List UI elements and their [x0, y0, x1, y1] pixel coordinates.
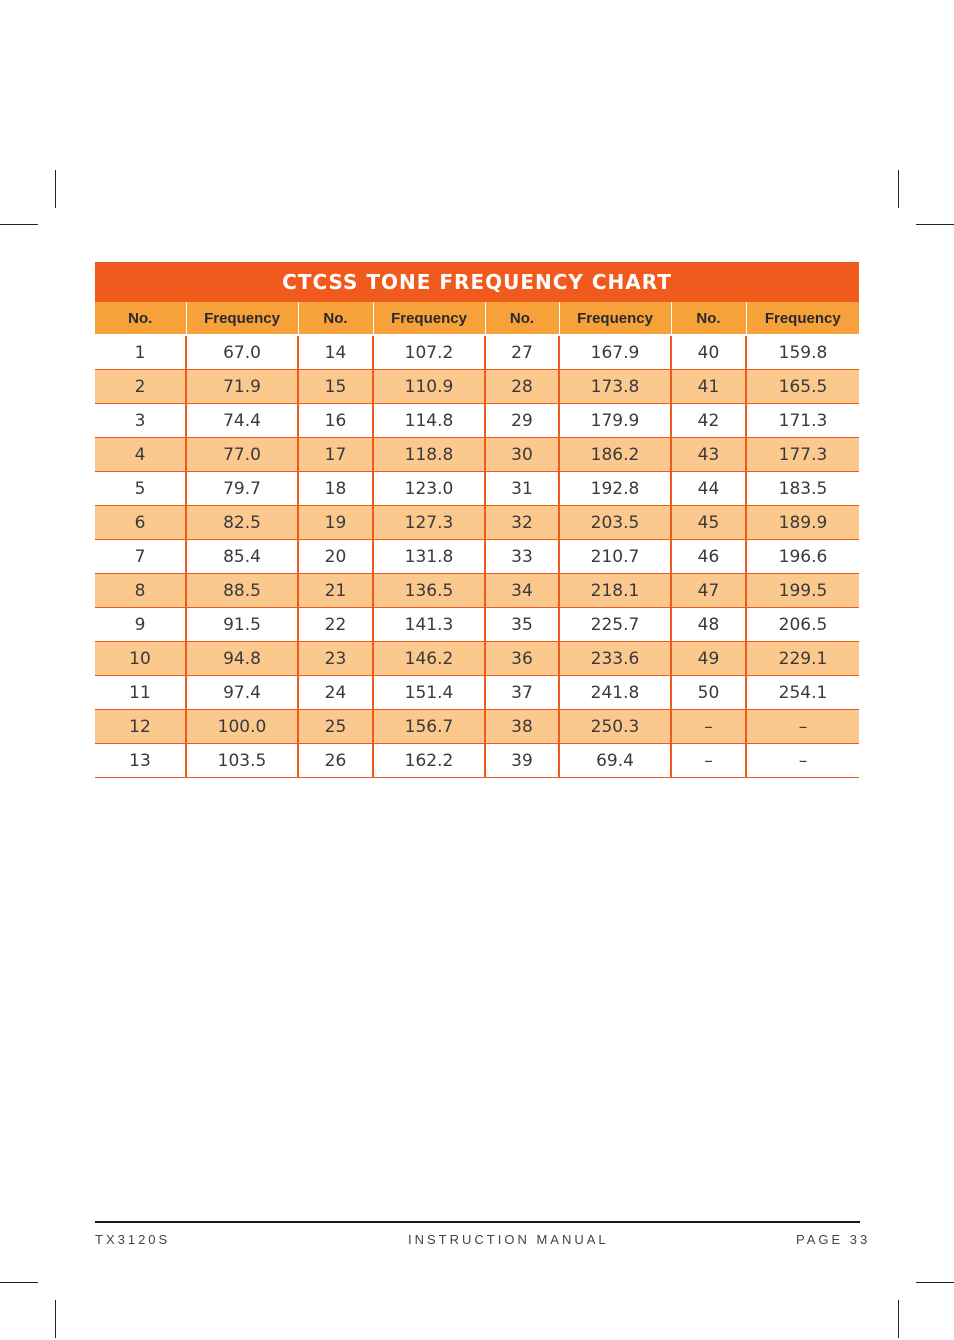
table-title: CTCSS TONE FREQUENCY CHART: [95, 262, 859, 302]
frequency-cell: 91.5: [186, 608, 298, 642]
footer-model: TX3120S: [95, 1232, 171, 1247]
crop-mark-top-left-horizontal: [0, 224, 38, 225]
channel-number-cell: 27: [485, 336, 559, 370]
frequency-cell: 82.5: [186, 506, 298, 540]
channel-number-cell: 1: [95, 336, 186, 370]
crop-mark-top-left-vertical: [55, 170, 56, 208]
frequency-cell: 206.5: [746, 608, 859, 642]
frequency-cell: 254.1: [746, 676, 859, 710]
channel-number-cell: 16: [298, 404, 373, 438]
frequency-cell: 79.7: [186, 472, 298, 506]
channel-number-cell: 45: [671, 506, 746, 540]
channel-number-cell: 48: [671, 608, 746, 642]
table-body: [95, 336, 859, 778]
channel-number-cell: 34: [485, 574, 559, 608]
footer-page-number: PAGE 33: [796, 1232, 871, 1247]
frequency-cell: 74.4: [186, 404, 298, 438]
channel-number-cell: 46: [671, 540, 746, 574]
frequency-cell: 241.8: [559, 676, 671, 710]
crop-mark-bottom-right-horizontal: [916, 1282, 954, 1283]
frequency-cell: 250.3: [559, 710, 671, 744]
frequency-cell: 71.9: [186, 370, 298, 404]
frequency-cell: 97.4: [186, 676, 298, 710]
frequency-cell: 218.1: [559, 574, 671, 608]
frequency-cell: 85.4: [186, 540, 298, 574]
frequency-cell: 67.0: [186, 336, 298, 370]
frequency-cell: 192.8: [559, 472, 671, 506]
channel-number-cell: 8: [95, 574, 186, 608]
frequency-cell: 107.2: [373, 336, 485, 370]
frequency-cell: 173.8: [559, 370, 671, 404]
channel-number-cell: 25: [298, 710, 373, 744]
frequency-cell: 210.7: [559, 540, 671, 574]
channel-number-cell: 2: [95, 370, 186, 404]
frequency-cell: 146.2: [373, 642, 485, 676]
column-header-number: No.: [298, 302, 373, 334]
frequency-cell: 156.7: [373, 710, 485, 744]
footer-rule: [95, 1221, 860, 1223]
frequency-cell: 88.5: [186, 574, 298, 608]
table-row: [95, 472, 859, 506]
channel-number-cell: 38: [485, 710, 559, 744]
channel-number-cell: 37: [485, 676, 559, 710]
frequency-cell: –: [746, 710, 859, 744]
frequency-cell: 199.5: [746, 574, 859, 608]
table-row: [95, 710, 859, 744]
frequency-cell: 186.2: [559, 438, 671, 472]
channel-number-cell: 42: [671, 404, 746, 438]
crop-mark-top-right-vertical: [898, 170, 899, 208]
frequency-cell: 118.8: [373, 438, 485, 472]
channel-number-cell: 32: [485, 506, 559, 540]
channel-number-cell: –: [671, 744, 746, 778]
table-row: [95, 336, 859, 370]
frequency-cell: 131.8: [373, 540, 485, 574]
frequency-cell: 203.5: [559, 506, 671, 540]
table-row: [95, 506, 859, 540]
crop-mark-top-right-horizontal: [916, 224, 954, 225]
channel-number-cell: 4: [95, 438, 186, 472]
channel-number-cell: 43: [671, 438, 746, 472]
frequency-cell: 123.0: [373, 472, 485, 506]
frequency-cell: 136.5: [373, 574, 485, 608]
crop-mark-bottom-left-horizontal: [0, 1282, 38, 1283]
frequency-cell: 103.5: [186, 744, 298, 778]
channel-number-cell: 20: [298, 540, 373, 574]
footer-manual-title: INSTRUCTION MANUAL: [408, 1232, 609, 1247]
channel-number-cell: 22: [298, 608, 373, 642]
frequency-cell: 100.0: [186, 710, 298, 744]
frequency-cell: 183.5: [746, 472, 859, 506]
channel-number-cell: 50: [671, 676, 746, 710]
frequency-cell: 110.9: [373, 370, 485, 404]
frequency-cell: 229.1: [746, 642, 859, 676]
table-row: [95, 744, 859, 778]
channel-number-cell: 10: [95, 642, 186, 676]
channel-number-cell: 33: [485, 540, 559, 574]
channel-number-cell: 47: [671, 574, 746, 608]
column-header-number: No.: [485, 302, 559, 334]
table-row: [95, 404, 859, 438]
frequency-cell: 177.3: [746, 438, 859, 472]
channel-number-cell: 18: [298, 472, 373, 506]
channel-number-cell: 21: [298, 574, 373, 608]
frequency-cell: 165.5: [746, 370, 859, 404]
frequency-cell: 233.6: [559, 642, 671, 676]
channel-number-cell: 40: [671, 336, 746, 370]
channel-number-cell: 39: [485, 744, 559, 778]
frequency-cell: 69.4: [559, 744, 671, 778]
frequency-cell: 114.8: [373, 404, 485, 438]
channel-number-cell: 13: [95, 744, 186, 778]
channel-number-cell: 23: [298, 642, 373, 676]
channel-number-cell: 35: [485, 608, 559, 642]
channel-number-cell: 29: [485, 404, 559, 438]
table-row: [95, 574, 859, 608]
crop-mark-bottom-left-vertical: [55, 1300, 56, 1338]
frequency-cell: 225.7: [559, 608, 671, 642]
table-row: [95, 438, 859, 472]
column-header-frequency: Frequency: [373, 302, 485, 334]
ctcss-frequency-table: [95, 262, 859, 778]
frequency-cell: 179.9: [559, 404, 671, 438]
channel-number-cell: 36: [485, 642, 559, 676]
channel-number-cell: 5: [95, 472, 186, 506]
channel-number-cell: 11: [95, 676, 186, 710]
table-row: [95, 608, 859, 642]
channel-number-cell: 26: [298, 744, 373, 778]
channel-number-cell: –: [671, 710, 746, 744]
channel-number-cell: 6: [95, 506, 186, 540]
channel-number-cell: 30: [485, 438, 559, 472]
frequency-cell: 127.3: [373, 506, 485, 540]
frequency-cell: –: [746, 744, 859, 778]
frequency-cell: 171.3: [746, 404, 859, 438]
channel-number-cell: 41: [671, 370, 746, 404]
channel-number-cell: 19: [298, 506, 373, 540]
channel-number-cell: 31: [485, 472, 559, 506]
column-header-number: No.: [671, 302, 746, 334]
table-header-row: [95, 302, 859, 334]
channel-number-cell: 7: [95, 540, 186, 574]
frequency-cell: 159.8: [746, 336, 859, 370]
channel-number-cell: 44: [671, 472, 746, 506]
frequency-cell: 162.2: [373, 744, 485, 778]
frequency-cell: 189.9: [746, 506, 859, 540]
crop-mark-bottom-right-vertical: [898, 1300, 899, 1338]
frequency-cell: 196.6: [746, 540, 859, 574]
frequency-cell: 167.9: [559, 336, 671, 370]
frequency-cell: 151.4: [373, 676, 485, 710]
channel-number-cell: 14: [298, 336, 373, 370]
column-header-frequency: Frequency: [746, 302, 859, 334]
channel-number-cell: 28: [485, 370, 559, 404]
table-row: [95, 370, 859, 404]
channel-number-cell: 24: [298, 676, 373, 710]
frequency-cell: 94.8: [186, 642, 298, 676]
column-header-frequency: Frequency: [559, 302, 671, 334]
channel-number-cell: 9: [95, 608, 186, 642]
table-row: [95, 540, 859, 574]
channel-number-cell: 3: [95, 404, 186, 438]
column-header-frequency: Frequency: [186, 302, 298, 334]
column-header-number: No.: [95, 302, 186, 334]
channel-number-cell: 49: [671, 642, 746, 676]
channel-number-cell: 12: [95, 710, 186, 744]
table-row: [95, 642, 859, 676]
channel-number-cell: 15: [298, 370, 373, 404]
channel-number-cell: 17: [298, 438, 373, 472]
frequency-cell: 77.0: [186, 438, 298, 472]
frequency-cell: 141.3: [373, 608, 485, 642]
table-row: [95, 676, 859, 710]
